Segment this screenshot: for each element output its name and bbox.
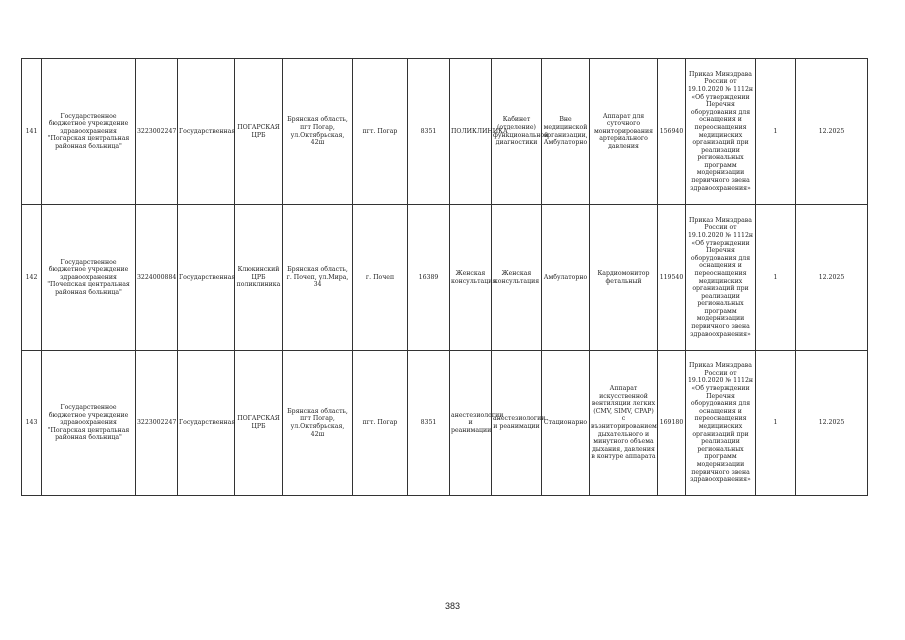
cell-organization-name: Государственное бюджетное учреждение здравоохранения "Почепская центральная районная больница" [42, 205, 136, 351]
cell-delivery-date: 12.2025 [796, 205, 868, 351]
cell-facility-unit: ПОГАРСКАЯ ЦРБ [235, 59, 283, 205]
cell-facility-code: 8351 [408, 59, 450, 205]
cell-equipment-name: Кардиомонитор фетальный [590, 205, 658, 351]
table-row [22, 205, 868, 351]
cell-facility-unit: Клюкинский ЦРБ поликлиника [235, 205, 283, 351]
cell-delivery-date: 12.2025 [796, 351, 868, 496]
cell-department: ПОЛИКЛИНИКА [450, 59, 492, 205]
page-number: 383 [444, 601, 461, 611]
cell-cabinet: Женская консультация [492, 205, 542, 351]
table-row [22, 59, 868, 205]
cell-locality: пгт. Погар [353, 351, 408, 496]
cell-equipment-name: Аппарат для суточного мониторирования артериального давления [590, 59, 658, 205]
cell-department: анестезиологии и реанимации [450, 351, 492, 496]
cell-facility-code: 16389 [408, 205, 450, 351]
cell-equipment-code: 119540 [658, 205, 686, 351]
cell-legal-basis: Приказ Минздрава России от 19.10.2020 № 1112н «Об утверждении Перечня оборудования для оснащения и переоснащения медицинских организаций при реализации региональных программ модернизации первичного звена здравоохранения» [686, 205, 756, 351]
equipment-registry-table [21, 58, 868, 496]
cell-facility-address: Брянская область, пгт Погар, ул.Октябрьская, 42ш [283, 59, 353, 205]
cell-cabinet: Кабинет (отделение) функциональной диагностики [492, 59, 542, 205]
cell-equipment-name: Аппарат искусственной вентиляции легких (CMV, SIMV, CPAP) с възниторированием дыхательного и минутного объема дыхания, давления в контуре аппарата [590, 351, 658, 496]
cell-row-number: 141 [22, 59, 42, 205]
cell-legal-basis: Приказ Минздрава России от 19.10.2020 № 1112н «Об утверждении Перечня оборудования для оснащения и переоснащения медицинских организаций при реализации региональных программ модернизации первичного звена здравоохранения» [686, 59, 756, 205]
cell-inn: 3223002247 [136, 351, 178, 496]
cell-department: Женская консультация [450, 205, 492, 351]
cell-equipment-code: 156940 [658, 59, 686, 205]
cell-facility-address: Брянская область, г. Почеп, ул.Мира, 34 [283, 205, 353, 351]
cell-care-type: Вне медицинской организации, Амбулаторно [542, 59, 590, 205]
cell-inn: 3224000884 [136, 205, 178, 351]
cell-facility-unit: ПОГАРСКАЯ ЦРБ [235, 351, 283, 496]
cell-equipment-code: 169180 [658, 351, 686, 496]
cell-ownership-type: Государственная [178, 351, 235, 496]
cell-delivery-date: 12.2025 [796, 59, 868, 205]
table-row [22, 351, 868, 496]
cell-inn: 3223002247 [136, 59, 178, 205]
cell-organization-name: Государственное бюджетное учреждение здравоохранения "Погарская центральная районная больница" [42, 59, 136, 205]
cell-facility-address: Брянская область, пгт Погар, ул.Октябрьская, 42ш [283, 351, 353, 496]
cell-quantity: 1 [756, 59, 796, 205]
cell-facility-code: 8351 [408, 351, 450, 496]
cell-care-type: Амбулаторно [542, 205, 590, 351]
cell-row-number: 143 [22, 351, 42, 496]
cell-row-number: 142 [22, 205, 42, 351]
cell-quantity: 1 [756, 351, 796, 496]
cell-quantity: 1 [756, 205, 796, 351]
cell-locality: пгт. Погар [353, 59, 408, 205]
cell-legal-basis: Приказ Минздрава России от 19.10.2020 № 1112н «Об утверждении Перечня оборудования для оснащения и переоснащения медицинских организаций при реализации региональных программ модернизации первичного звена здравоохранения» [686, 351, 756, 496]
cell-organization-name: Государственное бюджетное учреждение здравоохранения "Погарская центральная районная больница" [42, 351, 136, 496]
cell-locality: г. Почеп [353, 205, 408, 351]
cell-ownership-type: Государственная [178, 205, 235, 351]
cell-care-type: Стационарно [542, 351, 590, 496]
cell-ownership-type: Государственная [178, 59, 235, 205]
cell-cabinet: анестезиологии и реанимации [492, 351, 542, 496]
